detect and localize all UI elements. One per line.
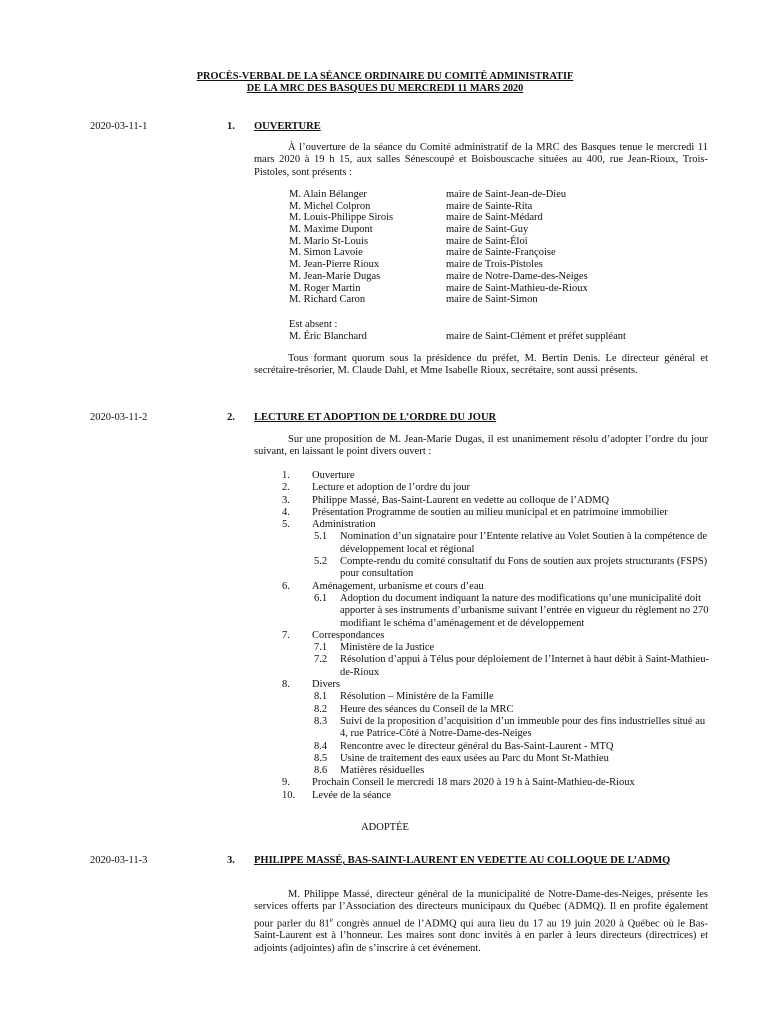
admq-paragraph: M. Philippe Massé, directeur général de la municipalité de Notre-Dame-des-Neiges, présente les services offerts par l’Association des directeurs municipaux du Québec (ADMQ). Il en profite également pour parler du 81e congrès annuel de l’ADMQ qui aura lieu du 17 au 19 juin 2020 à Québec où le Bas-Saint-Laurent est à l’honneur. Les maires sont donc invités à en parler à leurs directeurs (directrices) et adjoints (adjointes) afin de s’inscrire à cet événement. [254,889,708,954]
agenda-item-number: 9. [282,777,290,789]
present-role: maire de Notre-Dame-des-Neiges [446,270,588,282]
agenda-subitem-text: Adoption du document indiquant la nature des modifications qu’une municipalité doit apporter à ses instruments d’urbanisme suivant l’entrée en vigueur du règlement no 270 modifiant le schéma d’aménagement et de développement [340,592,709,629]
agenda-subitem [314,716,710,741]
present-name: M. Louis-Philippe Sirois [289,212,394,224]
agenda-item-text: Prochain Conseil le mercredi 18 mars 2020 à 19 h à Saint-Mathieu-de-Rioux [312,777,635,789]
agenda-subitem-number: 7.2 [314,654,328,666]
present-row [289,259,709,271]
agenda-item [282,507,710,519]
agenda-item [282,482,710,494]
present-role: maire de Sainte-Françoise [446,247,556,259]
agenda-item-number: 4. [282,506,290,518]
agenda-subitem [314,691,710,703]
present-name: M. Jean-Marie Dugas [289,270,381,282]
agenda-item-text: Présentation Programme de soutien au milieu municipal et en patrimoine immobilier [312,506,668,518]
agenda-item-number: 6. [282,580,290,592]
present-name: M. Maxime Dupont [289,224,373,236]
agenda-subitem [314,654,710,679]
agenda-item-number: 5. [282,519,290,531]
present-row [289,294,709,306]
present-name: M. Alain Bélanger [289,189,367,200]
agenda-item [282,679,710,777]
present-name: M. Mario St-Louis [289,235,369,247]
present-role: maire de Trois-Pistoles [446,259,543,271]
present-row [289,283,709,295]
agenda-item [282,470,710,482]
absent-block [289,319,709,342]
agenda-subitem-number: 5.2 [314,556,328,568]
agenda-subitem [314,741,710,753]
agenda-item [282,495,710,507]
agenda-subitem-text: Résolution – Ministère de la Famille [340,691,494,703]
agenda-item-text: Correspondances [312,629,385,641]
adopted-label: ADOPTÉE [361,822,409,833]
agenda-item-text: Divers [312,679,340,691]
present-name: M. Jean-Pierre Rioux [289,259,380,271]
agenda-item [282,777,710,789]
absent-role: maire de Saint-Clément et préfet suppléant [446,330,626,342]
present-role: maire de Saint-Médard [446,212,543,224]
agenda-subitem-text: Heure des séances du Conseil de la MRC [340,703,514,715]
agenda-subitem-number: 8.3 [314,715,328,727]
agenda-subitem-text: Usine de traitement des eaux usées au Parc du Mont St-Mathieu [340,752,609,764]
present-list [289,189,709,306]
agenda-subitem-text: Ministère de la Justice [340,642,435,654]
section-number-1: 1. [227,121,235,132]
agenda-subitem-text: Matières résiduelles [340,765,425,777]
agenda-subitem-number: 7.1 [314,642,328,654]
agenda-item-text: Lecture et adoption de l’ordre du jour [312,482,471,494]
section-heading-1: OUVERTURE [254,121,321,132]
agenda-item [282,519,710,580]
agenda-list [282,470,710,802]
agenda-item-text: Ouverture [312,470,355,481]
agenda-subitem-text: Rencontre avec le directeur général du Bas-Saint-Laurent - MTQ [340,740,614,752]
agenda-subitem [314,765,710,777]
present-name: M. Simon Lavoie [289,247,363,259]
resolution-number-2: 2020-03-11-2 [90,412,148,423]
absent-name: M. Éric Blanchard [289,330,367,342]
title-line-1: PROCÈS-VERBAL DE LA SÉANCE ORDINAIRE DU COMITÉ ADMINISTRATIF [196,71,574,82]
section-heading-3: PHILIPPE MASSÉ, BAS-SAINT-LAURENT EN VEDETTE AU COLLOQUE DE L’ADMQ [254,855,671,866]
agenda-item [282,630,710,679]
agenda-subitem-text: Suivi de la proposition d’acquisition d’un immeuble pour des fins industrielles situé au 4, rue Patrice-Côté à Notre-Dame-des-Neiges [340,715,706,740]
present-role: maire de Saint-Mathieu-de-Rioux [446,282,588,294]
document-title [0,71,770,95]
opening-paragraph: À l’ouverture de la séance du Comité administratif de la MRC des Basques tenue le mercredi 11 mars 2020 à 19 h 15, aux salles Sénescoupé et Boisbouscache situées au 400, rue Jean-Rioux, Trois-Pistoles, sont présents : [254,142,708,178]
present-row [289,247,709,259]
agenda-item-number: 1. [282,470,290,481]
present-row [289,189,709,201]
present-row [289,201,709,213]
resolution-number-1: 2020-03-11-1 [90,121,148,132]
agenda-item-number: 10. [282,789,296,801]
agenda-subitem-number: 8.6 [314,765,328,777]
title-line-2: DE LA MRC DES BASQUES DU MERCREDI 11 MARS 2020 [246,83,524,94]
present-role: maire de Saint-Jean-de-Dieu [446,189,567,200]
agenda-subitem-text: Résolution d’appui à Télus pour déploiement de l’Internet à haut débit à Saint-Mathieu-de-Rioux [340,654,709,678]
section-number-2: 2. [227,412,235,423]
agenda-item-number: 8. [282,679,290,691]
present-name: M. Roger Martin [289,282,361,294]
agenda-subitem-number: 8.2 [314,703,328,715]
agenda-subitem [314,753,710,765]
agenda-subitem [314,642,710,654]
present-row [289,224,709,236]
quorum-paragraph: Tous formant quorum sous la présidence du préfet, M. Bertin Denis. Le directeur général et secrétaire-trésorier, M. Claude Dahl, et Mme Isabelle Rioux, secrétaire, sont aussi présents. [254,353,708,377]
agenda-item-text: Philippe Massé, Bas-Saint-Laurent en vedette au colloque de l’ADMQ [312,494,610,506]
agenda-subitem [314,593,710,630]
present-row [289,212,709,224]
present-role: maire de Saint-Éloi [446,235,528,247]
present-name: M. Michel Colpron [289,200,371,212]
section-heading-2: LECTURE ET ADOPTION DE L’ORDRE DU JOUR [254,412,497,423]
agenda-subitem [314,556,710,581]
agenda-subitem-number: 6.1 [314,592,328,604]
present-role: maire de Sainte-Rita [446,200,533,212]
agenda-intro: Sur une proposition de M. Jean-Marie Dugas, il est unanimement résolu d’adopter l’ordre du jour suivant, en laissant le point divers ouvert : [254,434,708,458]
agenda-item-text: Administration [312,519,376,531]
present-row [289,236,709,248]
agenda-item-number: 3. [282,494,290,506]
present-role: maire de Saint-Guy [446,224,529,236]
agenda-subitem-number: 5.1 [314,531,328,543]
section-number-3: 3. [227,855,235,866]
agenda-subitem-number: 8.4 [314,740,328,752]
present-name: M. Richard Caron [289,294,366,306]
resolution-number-3: 2020-03-11-3 [90,855,148,866]
absent-label: Est absent : [289,319,338,330]
present-role: maire de Saint-Simon [446,294,538,306]
present-row [289,271,709,283]
agenda-subitem-text: Compte-rendu du comité consultatif du Fons de soutien aux projets structurants (FSPS) pour consultation [340,556,708,580]
agenda-item [282,790,710,802]
agenda-item-number: 2. [282,482,290,494]
agenda-item-number: 7. [282,629,290,641]
agenda-item [282,581,710,630]
agenda-subitem-text: Nomination d’un signataire pour l’Entente relative au Volet Soutien à la compétence de développement local et régional [340,531,707,555]
agenda-item-text: Aménagement, urbanisme et cours d’eau [312,580,484,592]
agenda-subitem-number: 8.1 [314,691,328,703]
agenda-subitem [314,531,710,556]
agenda-subitem [314,704,710,716]
agenda-item-text: Levée de la séance [312,789,391,801]
agenda-subitem-number: 8.5 [314,752,328,764]
